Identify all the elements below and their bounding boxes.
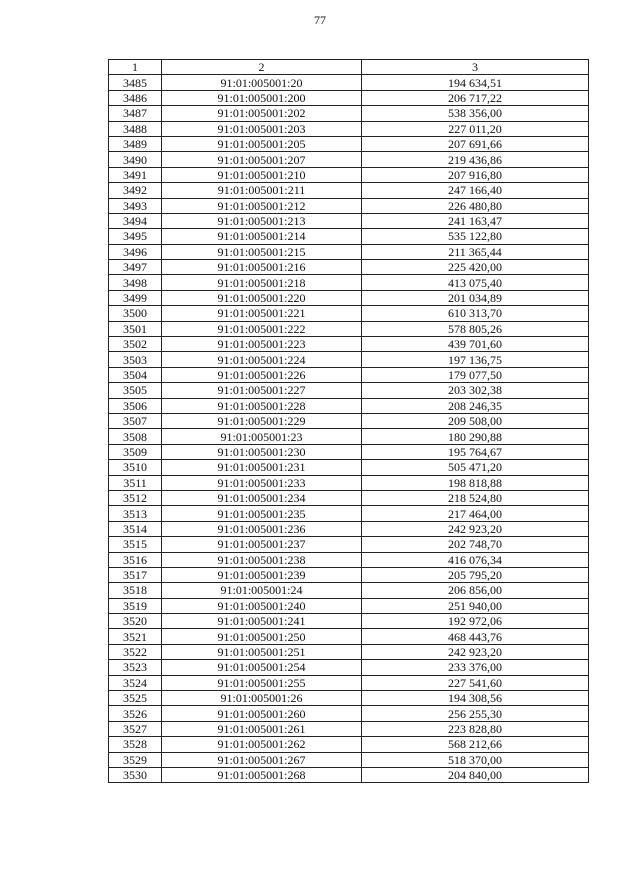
cadastral-number-cell: 91:01:005001:23: [162, 429, 362, 444]
cadastral-value-cell: 227 541,60: [362, 675, 589, 690]
cadastral-number-cell: 91:01:005001:223: [162, 337, 362, 352]
cadastral-value-cell: 242 923,20: [362, 521, 589, 536]
cadastral-value-cell: 202 748,70: [362, 537, 589, 552]
cadastral-number-cell: 91:01:005001:235: [162, 506, 362, 521]
table-row: [109, 691, 589, 706]
cadastral-value-cell: 219 436,86: [362, 152, 589, 167]
cadastral-number-cell: 91:01:005001:210: [162, 167, 362, 182]
table-row: [109, 213, 589, 228]
cadastral-number-cell: 91:01:005001:233: [162, 475, 362, 490]
cadastral-number-cell: 91:01:005001:214: [162, 229, 362, 244]
table-row: [109, 275, 589, 290]
table-row: [109, 475, 589, 490]
row-number-cell: 3514: [109, 521, 162, 536]
cadastral-number-cell: 91:01:005001:220: [162, 290, 362, 305]
cadastral-value-cell: 518 370,00: [362, 752, 589, 767]
cadastral-number-cell: 91:01:005001:250: [162, 629, 362, 644]
row-number-cell: 3519: [109, 598, 162, 613]
cadastral-number-cell: 91:01:005001:216: [162, 260, 362, 275]
table-row: [109, 598, 589, 613]
cadastral-number-cell: 91:01:005001:203: [162, 121, 362, 136]
cadastral-number-cell: 91:01:005001:24: [162, 583, 362, 598]
row-number-cell: 3499: [109, 290, 162, 305]
cadastral-value-cell: 226 480,80: [362, 198, 589, 213]
cadastral-number-cell: 91:01:005001:228: [162, 398, 362, 413]
cadastral-number-cell: 91:01:005001:205: [162, 136, 362, 151]
cadastral-number-cell: 91:01:005001:241: [162, 614, 362, 629]
table-row: [109, 490, 589, 505]
table-row: [109, 367, 589, 382]
row-number-cell: 3508: [109, 429, 162, 444]
table-row: [109, 121, 589, 136]
cadastral-number-cell: 91:01:005001:262: [162, 737, 362, 752]
row-number-cell: 3491: [109, 167, 162, 182]
row-number-cell: 3488: [109, 121, 162, 136]
cadastral-value-cell: 227 011,20: [362, 121, 589, 136]
table-row: [109, 75, 589, 90]
table-row: [109, 290, 589, 305]
cadastral-value-cell: 578 805,26: [362, 321, 589, 336]
row-number-cell: 3505: [109, 383, 162, 398]
table-row: [109, 90, 589, 105]
cadastral-value-cell: 194 634,51: [362, 75, 589, 90]
table-row: [109, 106, 589, 121]
cadastral-value-cell: 416 076,34: [362, 552, 589, 567]
row-number-cell: 3511: [109, 475, 162, 490]
row-number-cell: 3496: [109, 244, 162, 259]
cadastral-number-cell: 91:01:005001:226: [162, 367, 362, 382]
table-row: [109, 167, 589, 182]
table-row: [109, 152, 589, 167]
cadastral-number-cell: 91:01:005001:20: [162, 75, 362, 90]
cadastral-value-cell: 535 122,80: [362, 229, 589, 244]
cadastral-number-cell: 91:01:005001:202: [162, 106, 362, 121]
row-number-cell: 3493: [109, 198, 162, 213]
row-number-cell: 3485: [109, 75, 162, 90]
table-row: [109, 614, 589, 629]
cadastral-number-cell: 91:01:005001:261: [162, 721, 362, 736]
cadastral-value-cell: 207 916,80: [362, 167, 589, 182]
cadastral-number-cell: 91:01:005001:267: [162, 752, 362, 767]
row-number-cell: 3489: [109, 136, 162, 151]
row-number-cell: 3526: [109, 706, 162, 721]
table-row: [109, 444, 589, 459]
row-number-cell: 3501: [109, 321, 162, 336]
cadastral-value-cell: 195 764,67: [362, 444, 589, 459]
row-number-cell: 3492: [109, 183, 162, 198]
table-row: [109, 660, 589, 675]
cadastral-value-cell: 209 508,00: [362, 413, 589, 428]
cadastral-number-cell: 91:01:005001:230: [162, 444, 362, 459]
row-number-cell: 3513: [109, 506, 162, 521]
table-row: [109, 567, 589, 582]
cadastral-number-cell: 91:01:005001:237: [162, 537, 362, 552]
table-row: [109, 198, 589, 213]
cadastral-number-cell: 91:01:005001:212: [162, 198, 362, 213]
row-number-cell: 3520: [109, 614, 162, 629]
table-row: [109, 767, 589, 782]
cadastral-value-cell: 256 255,30: [362, 706, 589, 721]
row-number-cell: 3524: [109, 675, 162, 690]
row-number-cell: 3509: [109, 444, 162, 459]
cadastral-number-cell: 91:01:005001:255: [162, 675, 362, 690]
row-number-cell: 3503: [109, 352, 162, 367]
row-number-cell: 3498: [109, 275, 162, 290]
cadastral-value-cell: 223 828,80: [362, 721, 589, 736]
cadastral-number-cell: 91:01:005001:254: [162, 660, 362, 675]
table-row: [109, 506, 589, 521]
cadastral-value-cell: 468 443,76: [362, 629, 589, 644]
cadastral-number-cell: 91:01:005001:215: [162, 244, 362, 259]
table-row: [109, 229, 589, 244]
column-header-cadastral-number: 2: [162, 60, 362, 75]
cadastral-value-cell: 208 246,35: [362, 398, 589, 413]
cadastral-number-cell: 91:01:005001:200: [162, 90, 362, 105]
table-row: [109, 183, 589, 198]
table-row: [109, 383, 589, 398]
cadastral-number-cell: 91:01:005001:229: [162, 413, 362, 428]
cadastral-value-cell: 233 376,00: [362, 660, 589, 675]
cadastral-number-cell: 91:01:005001:213: [162, 213, 362, 228]
cadastral-value-cell: 505 471,20: [362, 460, 589, 475]
cadastral-number-cell: 91:01:005001:234: [162, 490, 362, 505]
table-row: [109, 537, 589, 552]
table-row: [109, 321, 589, 336]
row-number-cell: 3502: [109, 337, 162, 352]
row-number-cell: 3529: [109, 752, 162, 767]
cadastral-value-cell: 218 524,80: [362, 490, 589, 505]
page-number: 77: [314, 13, 326, 27]
cadastral-number-cell: 91:01:005001:218: [162, 275, 362, 290]
cadastral-number-cell: 91:01:005001:251: [162, 644, 362, 659]
cadastral-number-cell: 91:01:005001:239: [162, 567, 362, 582]
cadastral-value-cell: 439 701,60: [362, 337, 589, 352]
row-number-cell: 3512: [109, 490, 162, 505]
cadastral-number-cell: 91:01:005001:236: [162, 521, 362, 536]
cadastral-number-cell: 91:01:005001:221: [162, 306, 362, 321]
row-number-cell: 3506: [109, 398, 162, 413]
row-number-cell: 3517: [109, 567, 162, 582]
table-row: [109, 752, 589, 767]
cadastral-number-cell: 91:01:005001:227: [162, 383, 362, 398]
cadastral-number-cell: 91:01:005001:211: [162, 183, 362, 198]
cadastral-value-cell: 610 313,70: [362, 306, 589, 321]
table-row: [109, 644, 589, 659]
table-row: [109, 629, 589, 644]
cadastral-value-cell: 203 302,38: [362, 383, 589, 398]
table-row: [109, 706, 589, 721]
cadastral-value-cell: 206 856,00: [362, 583, 589, 598]
cadastral-value-cell: 207 691,66: [362, 136, 589, 151]
cadastral-value-cell: 194 308,56: [362, 691, 589, 706]
cadastral-number-cell: 91:01:005001:238: [162, 552, 362, 567]
cadastral-number-cell: 91:01:005001:224: [162, 352, 362, 367]
row-number-cell: 3515: [109, 537, 162, 552]
row-number-cell: 3510: [109, 460, 162, 475]
cadastral-value-cell: 251 940,00: [362, 598, 589, 613]
cadastral-number-cell: 91:01:005001:222: [162, 321, 362, 336]
row-number-cell: 3530: [109, 767, 162, 782]
row-number-cell: 3528: [109, 737, 162, 752]
row-number-cell: 3507: [109, 413, 162, 428]
row-number-cell: 3522: [109, 644, 162, 659]
row-number-cell: 3490: [109, 152, 162, 167]
table-row: [109, 583, 589, 598]
cadastral-value-table: [108, 59, 589, 783]
table-row: [109, 460, 589, 475]
cadastral-number-cell: 91:01:005001:26: [162, 691, 362, 706]
table-row: [109, 721, 589, 736]
row-number-cell: 3486: [109, 90, 162, 105]
row-number-cell: 3516: [109, 552, 162, 567]
table-row: [109, 244, 589, 259]
table-row: [109, 352, 589, 367]
row-number-cell: 3494: [109, 213, 162, 228]
cadastral-value-cell: 201 034,89: [362, 290, 589, 305]
cadastral-value-cell: 241 163,47: [362, 213, 589, 228]
column-header-number: 1: [109, 60, 162, 75]
row-number-cell: 3504: [109, 367, 162, 382]
cadastral-value-cell: 198 818,88: [362, 475, 589, 490]
row-number-cell: 3497: [109, 260, 162, 275]
table-header: [109, 60, 589, 75]
row-number-cell: 3495: [109, 229, 162, 244]
table-row: [109, 398, 589, 413]
row-number-cell: 3523: [109, 660, 162, 675]
cadastral-number-cell: 91:01:005001:207: [162, 152, 362, 167]
cadastral-value-cell: 247 166,40: [362, 183, 589, 198]
table-body: [109, 75, 589, 783]
cadastral-value-cell: 568 212,66: [362, 737, 589, 752]
row-number-cell: 3525: [109, 691, 162, 706]
row-number-cell: 3500: [109, 306, 162, 321]
cadastral-value-cell: 413 075,40: [362, 275, 589, 290]
table-row: [109, 306, 589, 321]
column-header-value: 3: [362, 60, 589, 75]
row-number-cell: 3518: [109, 583, 162, 598]
table-row: [109, 413, 589, 428]
cadastral-value-cell: 205 795,20: [362, 567, 589, 582]
cadastral-value-cell: 197 136,75: [362, 352, 589, 367]
row-number-cell: 3521: [109, 629, 162, 644]
cadastral-value-cell: 204 840,00: [362, 767, 589, 782]
cadastral-value-cell: 538 356,00: [362, 106, 589, 121]
table-row: [109, 260, 589, 275]
cadastral-value-cell: 192 972,06: [362, 614, 589, 629]
cadastral-value-cell: 225 420,00: [362, 260, 589, 275]
table-header-row: [109, 60, 589, 75]
row-number-cell: 3527: [109, 721, 162, 736]
cadastral-number-cell: 91:01:005001:260: [162, 706, 362, 721]
table-row: [109, 521, 589, 536]
cadastral-value-cell: 179 077,50: [362, 367, 589, 382]
cadastral-value-cell: 217 464,00: [362, 506, 589, 521]
cadastral-value-cell: 206 717,22: [362, 90, 589, 105]
cadastral-number-cell: 91:01:005001:231: [162, 460, 362, 475]
table-row: [109, 429, 589, 444]
cadastral-value-cell: 242 923,20: [362, 644, 589, 659]
cadastral-number-cell: 91:01:005001:240: [162, 598, 362, 613]
cadastral-number-cell: 91:01:005001:268: [162, 767, 362, 782]
table-row: [109, 737, 589, 752]
table-row: [109, 552, 589, 567]
row-number-cell: 3487: [109, 106, 162, 121]
table-row: [109, 337, 589, 352]
cadastral-value-cell: 180 290,88: [362, 429, 589, 444]
table-row: [109, 675, 589, 690]
table-row: [109, 136, 589, 151]
cadastral-value-cell: 211 365,44: [362, 244, 589, 259]
